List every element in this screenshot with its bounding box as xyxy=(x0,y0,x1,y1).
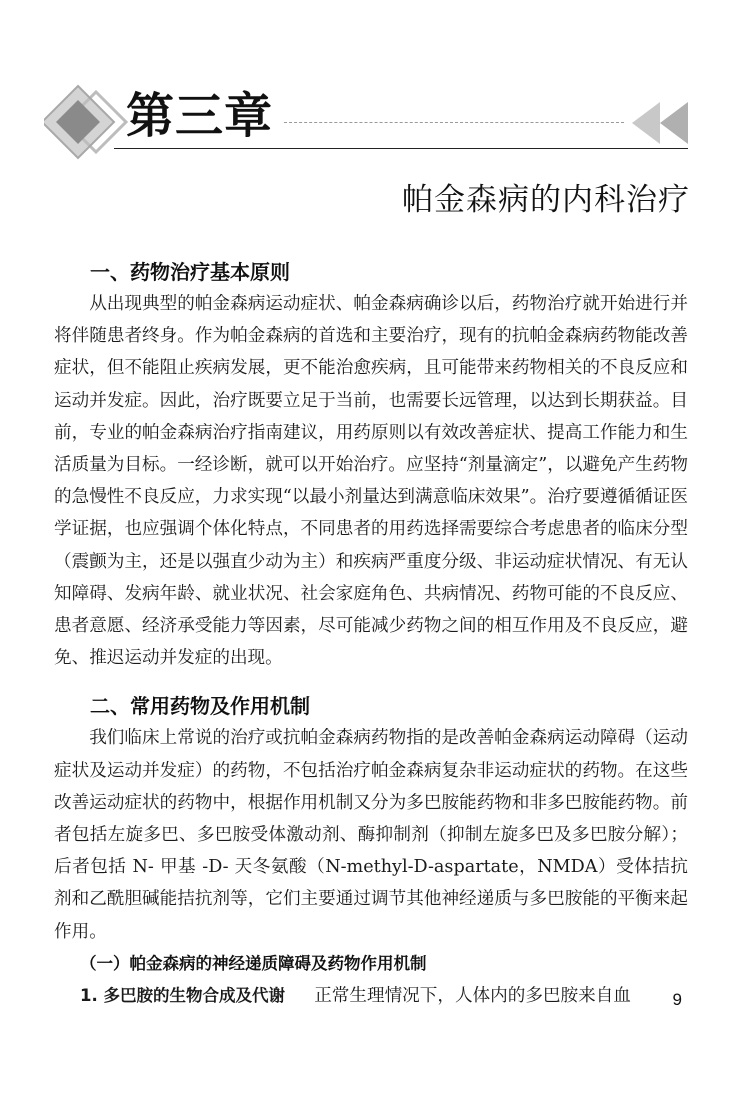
section-2-paragraph: 我们临床上常说的治疗或抗帕金森病药物指的是改善帕金森病运动障碍（运动症状及运动并发症）的药物，不包括治疗帕金森病复杂非运动症状的药物。在这些改善运动症状的药物中，根据作用机制又分为多巴胺能药物和非多巴胺能药物。前者包括左旋多巴、多巴胺受体激动剂、酶抑制剂（抑制左旋多巴及多巴胺分解）；后者包括 N- 甲基 -D- 天冬氨酸（N-methyl-D-aspartate，NMDA）受体拮抗剂和乙酰胆碱能拮抗剂等，它们主要通过调节其他神经递质与多巴胺能的平衡来起作用。 xyxy=(54,728,688,942)
section-heading-2: 二、常用药物及作用机制 xyxy=(90,694,310,719)
numbered-item-1 xyxy=(80,980,688,1012)
main-content xyxy=(54,256,688,1012)
chapter-subtitle: 帕金森病的内科治疗 xyxy=(402,182,690,218)
subsection-heading: （一）帕金森病的神经递质障碍及药物作用机制 xyxy=(80,953,427,973)
section-1-paragraph: 从出现典型的帕金森病运动症状、帕金森病确诊以后，药物治疗就开始进行并将伴随患者终身。作为帕金森病的首选和主要治疗，现有的抗帕金森病药物能改善症状，但不能阻止疾病发展，更不能治愈疾病，且可能带来药物相关的不良反应和运动并发症。因此，治疗既要立足于当前，也需要长远管理，以达到长期获益。目前，专业的帕金森病治疗指南建议，用药原则以有效改善症状、提高工作能力和生活质量为目标。一经诊断，就可以开始治疗。应坚持“剂量滴定”，以避免产生药物的急慢性不良反应，力求实现“以最小剂量达到满意临床效果”。治疗要遵循循证医学证据，也应强调个体化特点，不同患者的用药选择需要综合考虑患者的临床分型（震颤为主，还是以强直少动为主）和疾病严重度分级、非运动症状情况、有无认知障碍、发病年龄、就业状况、社会家庭角色、共病情况、药物可能的不良反应、患者意愿、经济承受能力等因素，尽可能减少药物之间的相互作用及不良反应，避免、推迟运动并发症的出现。 xyxy=(54,294,688,669)
numbered-item-title: 1. 多巴胺的生物合成及代谢 xyxy=(80,985,285,1005)
header-rule xyxy=(114,148,688,149)
numbered-item-text: 正常生理情况下，人体内的多巴胺来自血 xyxy=(314,985,631,1006)
chapter-title: 第三章 xyxy=(126,88,274,144)
diamond-ornament-icon xyxy=(44,82,128,162)
page-number: 9 xyxy=(672,990,682,1009)
dashed-divider xyxy=(284,122,624,123)
chapter-banner xyxy=(44,82,690,162)
section-heading-1: 一、药物治疗基本原则 xyxy=(90,260,290,284)
double-arrow-left-icon xyxy=(632,102,688,144)
